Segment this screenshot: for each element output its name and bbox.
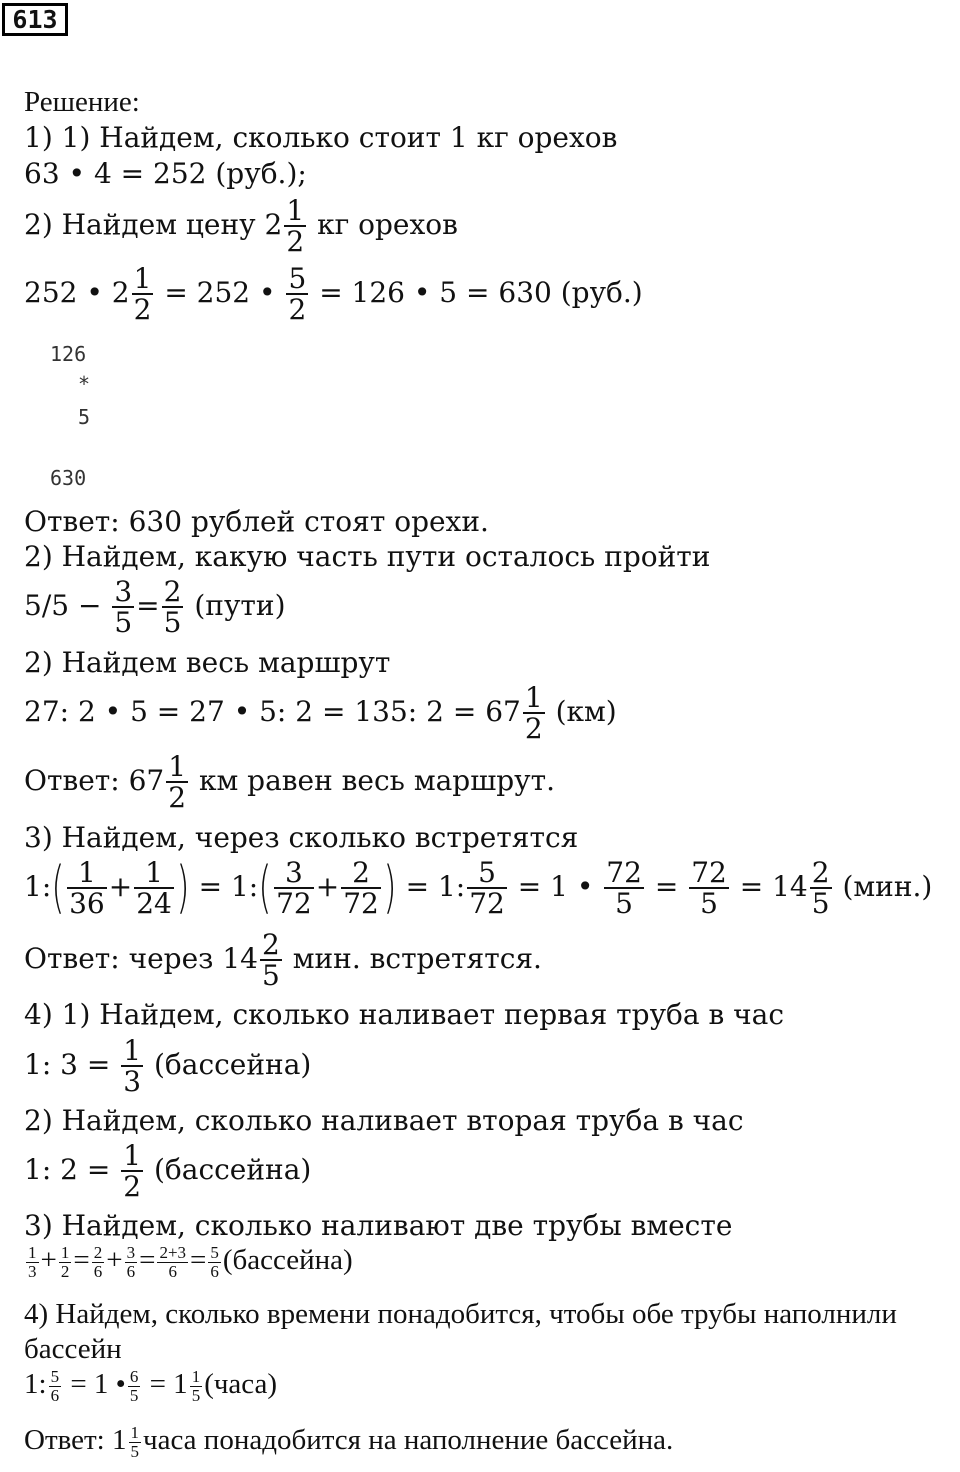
fraction: $\frac{3}{6}$ xyxy=(126,1243,136,1281)
step-1-calc: 63 • 4 = 252 (руб.); xyxy=(24,157,307,190)
answer-4: Ответ: 1 $\frac{1}{5}$ часа понадобится на наполнение бассейна. xyxy=(24,1423,674,1461)
column-calc-multiplicand: 126 xyxy=(50,342,87,366)
fraction: $\frac{3}{5}$ xyxy=(114,575,133,640)
fraction: $\frac{5}{6}$ xyxy=(210,1243,219,1281)
fraction: $\frac{2}{6}$ xyxy=(93,1243,103,1281)
fraction: $\frac{1}{5}$ xyxy=(191,1367,201,1405)
fraction: $\frac{1}{3}$ xyxy=(28,1243,37,1281)
fraction: $\frac{5}{72}$ xyxy=(469,856,505,921)
fraction: $\frac{1}{36}$ xyxy=(69,856,105,921)
fraction: $\frac{1}{3}$ xyxy=(123,1034,142,1099)
step-4-2-title: 2) Найдем, сколько наливает вторая труба в час xyxy=(24,1104,744,1137)
answer-1: Ответ: 630 рублей стоят орехи. xyxy=(24,505,489,538)
column-calc-operator: * xyxy=(78,372,91,396)
step-4-3-calc: $\frac{1}{3}$ + $\frac{1}{2}$ = $\frac{2}{6}$ + $\frac{3}{6}$ = $\frac{2+3}{6}$ = $\frac{5}{6}$ (бассейна) xyxy=(28,1243,353,1281)
step-2-2-calc: 27: 2 • 5 = 27 • 5: 2 = 135: 2 = 67 $\frac{1}{2}$ (км) xyxy=(24,681,617,746)
fraction: $\frac{1}{2}$ xyxy=(286,194,305,259)
answer-3: Ответ: через 14 $\frac{2}{5}$ мин. встретятся. xyxy=(24,928,542,993)
step-4-title: 4) 1) Найдем, сколько наливает первая труба в час xyxy=(24,998,785,1031)
step-4-4-calc: 1: $\frac{5}{6}$ = 1 • $\frac{6}{5}$ = 1 $\frac{1}{5}$ (часа) xyxy=(24,1367,278,1405)
fraction: $\frac{72}{5}$ xyxy=(606,856,642,921)
fraction: $\frac{2}{72}$ xyxy=(343,856,379,921)
fraction: $\frac{1}{2}$ xyxy=(60,1243,70,1281)
fraction: $\frac{2}{5}$ xyxy=(811,856,830,921)
step-4-3-title: 3) Найдем, сколько наливают две трубы вместе xyxy=(24,1209,733,1242)
fraction: $\frac{1}{5}$ xyxy=(130,1423,139,1461)
step-2-2-title: 2) Найдем весь маршрут xyxy=(24,646,391,679)
fraction: $\frac{1}{2}$ xyxy=(133,262,152,327)
step-4-4-title-cont: бассейн xyxy=(24,1333,122,1365)
fraction: $\frac{2}{5}$ xyxy=(163,575,182,640)
fraction: $\frac{1}{2}$ xyxy=(168,750,187,815)
fraction: $\frac{1}{2}$ xyxy=(123,1139,142,1204)
problem-number-badge: 613 xyxy=(2,3,68,36)
column-calc-multiplier: 5 xyxy=(78,405,91,429)
step-1-2-calc: 252 • 2 $\frac{1}{2}$ = 252 • $\frac{5}{2}$ = 126 • 5 = 630 (руб.) xyxy=(24,262,643,327)
fraction: $\frac{5}{6}$ xyxy=(50,1367,60,1405)
column-calc-result: 630 xyxy=(50,466,87,490)
step-4-4-title: 4) Найдем, сколько времени понадобится, чтобы обе трубы наполнили xyxy=(24,1298,897,1330)
fraction: $\frac{6}{5}$ xyxy=(129,1367,139,1405)
solution-heading: Решение: xyxy=(24,86,140,118)
fraction: $\frac{72}{5}$ xyxy=(691,856,727,921)
step-3-calc: 1:( $\frac{1}{36}$ + $\frac{1}{24}$ ) = 1:( $\frac{3}{72}$ + $\frac{2}{72}$ ) = 1: $\frac{5}{72}$ = 1 • $\frac{72}{5}$ = $\frac{72}{5}$ = 14 $\frac{2}{5}$ (мин.) xyxy=(24,855,933,921)
fraction: $\frac{2}{5}$ xyxy=(261,928,280,993)
answer-2: Ответ: 67 $\frac{1}{2}$ км равен весь маршрут. xyxy=(24,750,556,815)
step-3-title: 3) Найдем, через сколько встретятся xyxy=(24,821,579,854)
step-2-title: 2) Найдем, какую часть пути осталось пройти xyxy=(24,540,711,573)
step-1-title: 1) 1) Найдем, сколько стоит 1 кг орехов xyxy=(24,121,618,154)
step-2-calc: 5/5 − $\frac{3}{5}$ = $\frac{2}{5}$ (пути) xyxy=(24,575,286,640)
step-1-2-title: 2) Найдем цену 2 $\frac{1}{2}$ кг орехов xyxy=(24,194,458,259)
fraction: $\frac{5}{2}$ xyxy=(288,262,307,327)
fraction: $\frac{2+3}{6}$ xyxy=(159,1243,187,1281)
fraction: $\frac{1}{2}$ xyxy=(524,681,543,746)
step-4-2-calc: 1: 2 = $\frac{1}{2}$ (бассейна) xyxy=(24,1139,312,1204)
step-4-1-calc: 1: 3 = $\frac{1}{3}$ (бассейна) xyxy=(24,1034,312,1099)
fraction: $\frac{3}{72}$ xyxy=(276,856,312,921)
fraction: $\frac{1}{24}$ xyxy=(136,856,172,921)
